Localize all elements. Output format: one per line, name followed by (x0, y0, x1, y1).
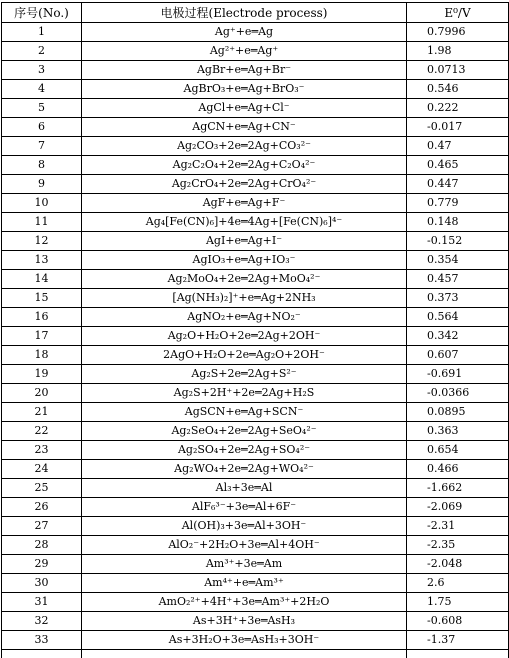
row-number: 20 (2, 384, 82, 403)
electrode-process: Ag₂S+2e═2Ag+S²⁻ (82, 365, 407, 384)
table-row (2, 232, 509, 251)
table-row (2, 156, 509, 175)
electrode-process: Am³⁺+3e═Am (82, 555, 407, 574)
table-row (2, 23, 509, 42)
row-number: 15 (2, 289, 82, 308)
standard-potential: 0.564 (407, 308, 509, 327)
header-row (2, 3, 509, 23)
row-number: 8 (2, 156, 82, 175)
standard-potential: 0.148 (407, 213, 509, 232)
standard-potential: 0.373 (407, 289, 509, 308)
row-number: 7 (2, 137, 82, 156)
table-row (2, 327, 509, 346)
row-number: 18 (2, 346, 82, 365)
electrode-process: AgCN+e═Ag+CN⁻ (82, 118, 407, 137)
row-number: 26 (2, 498, 82, 517)
standard-potential: 0.47 (407, 137, 509, 156)
row-number: 28 (2, 536, 82, 555)
row-number: 1 (2, 23, 82, 42)
electrode-process: Ag₄[Fe(CN)₆]+4e═4Ag+[Fe(CN)₆]⁴⁻ (82, 213, 407, 232)
electrode-process: AgIO₃+e═Ag+IO₃⁻ (82, 251, 407, 270)
table-row (2, 175, 509, 194)
table-row (2, 118, 509, 137)
standard-potential: 0.779 (407, 194, 509, 213)
standard-potential: 0.7996 (407, 23, 509, 42)
row-number: 31 (2, 593, 82, 612)
table-row (2, 498, 509, 517)
row-number: 9 (2, 175, 82, 194)
table-row (2, 308, 509, 327)
row-number: 14 (2, 270, 82, 289)
header-number: 序号(No.) (2, 3, 82, 23)
standard-potential: -0.0366 (407, 384, 509, 403)
row-number: 29 (2, 555, 82, 574)
table-row (2, 194, 509, 213)
row-number: 23 (2, 441, 82, 460)
standard-potential: 0.342 (407, 327, 509, 346)
electrode-process: AgI+e═Ag+I⁻ (82, 232, 407, 251)
table-row (2, 403, 509, 422)
electrode-process: 2AgO+H₂O+2e═Ag₂O+2OH⁻ (82, 346, 407, 365)
electrode-process: Ag₂O+H₂O+2e═2Ag+2OH⁻ (82, 327, 407, 346)
electrode-process: Ag₂WO₄+2e═2Ag+WO₄²⁻ (82, 460, 407, 479)
table-row (2, 460, 509, 479)
standard-potential: -0.691 (407, 365, 509, 384)
electrode-process: Ag₂SeO₄+2e═2Ag+SeO₄²⁻ (82, 422, 407, 441)
row-number: 11 (2, 213, 82, 232)
standard-potential: -0.017 (407, 118, 509, 137)
electrode-process: Ag²⁺+e═Ag⁺ (82, 42, 407, 61)
table-row (2, 365, 509, 384)
row-number: 2 (2, 42, 82, 61)
standard-potential: -0.608 (407, 612, 509, 631)
standard-potential: 0.457 (407, 270, 509, 289)
standard-potential: 0.447 (407, 175, 509, 194)
row-number: 12 (2, 232, 82, 251)
table-row (2, 213, 509, 232)
table-row-partial (2, 650, 509, 658)
standard-potential: -1.662 (407, 479, 509, 498)
table-row (2, 251, 509, 270)
table-row (2, 517, 509, 536)
table-row (2, 422, 509, 441)
electrode-process: AgCl+e═Ag+Cl⁻ (82, 99, 407, 118)
electrode-process: Ag₂CrO₄+2e═2Ag+CrO₄²⁻ (82, 175, 407, 194)
row-number: 13 (2, 251, 82, 270)
standard-potential: 1.98 (407, 42, 509, 61)
row-number: 3 (2, 61, 82, 80)
table-row (2, 536, 509, 555)
electrode-process: Al₃+3e═Al (82, 479, 407, 498)
electrode-process: As+3H⁺+3e═AsH₃ (82, 612, 407, 631)
standard-potential: 0.654 (407, 441, 509, 460)
row-number: 32 (2, 612, 82, 631)
electrode-process: AgSCN+e═Ag+SCN⁻ (82, 403, 407, 422)
row-number: 19 (2, 365, 82, 384)
electrode-process: Am⁴⁺+e═Am³⁺ (82, 574, 407, 593)
standard-potential: 0.466 (407, 460, 509, 479)
row-number: 30 (2, 574, 82, 593)
standard-potential: -0.152 (407, 232, 509, 251)
table-row (2, 555, 509, 574)
table-row (2, 99, 509, 118)
standard-potential: 0.363 (407, 422, 509, 441)
table-row (2, 42, 509, 61)
standard-potential: -2.35 (407, 536, 509, 555)
table-row (2, 441, 509, 460)
empty-cell (407, 650, 509, 658)
electrode-process: Ag⁺+e═Ag (82, 23, 407, 42)
electrode-process: AmO₂²⁺+4H⁺+3e═Am³⁺+2H₂O (82, 593, 407, 612)
standard-potential: 0.607 (407, 346, 509, 365)
standard-potential: 0.0713 (407, 61, 509, 80)
standard-potential: 0.354 (407, 251, 509, 270)
row-number: 6 (2, 118, 82, 137)
row-number: 5 (2, 99, 82, 118)
empty-cell (2, 650, 82, 658)
row-number: 33 (2, 631, 82, 650)
header-potential: E⁰/V (407, 3, 509, 23)
standard-potential: 1.75 (407, 593, 509, 612)
row-number: 22 (2, 422, 82, 441)
row-number: 27 (2, 517, 82, 536)
standard-potential: -2.31 (407, 517, 509, 536)
standard-potential: -1.37 (407, 631, 509, 650)
row-number: 25 (2, 479, 82, 498)
table-row (2, 593, 509, 612)
electrode-process: Ag₂S+2H⁺+2e═2Ag+H₂S (82, 384, 407, 403)
standard-potential: 0.546 (407, 80, 509, 99)
table-row (2, 574, 509, 593)
row-number: 4 (2, 80, 82, 99)
electrode-process: Ag₂SO₄+2e═2Ag+SO₄²⁻ (82, 441, 407, 460)
electrode-process: AgF+e═Ag+F⁻ (82, 194, 407, 213)
header-electrode-process: 电极过程(Electrode process) (82, 3, 407, 23)
table-row (2, 479, 509, 498)
electrode-process: As+3H₂O+3e═AsH₃+3OH⁻ (82, 631, 407, 650)
standard-potential: -2.069 (407, 498, 509, 517)
electrode-process: AlO₂⁻+2H₂O+3e═Al+4OH⁻ (82, 536, 407, 555)
table-row (2, 137, 509, 156)
standard-potential: 0.222 (407, 99, 509, 118)
electrode-potential-table (1, 2, 509, 658)
table-body (2, 23, 509, 658)
row-number: 10 (2, 194, 82, 213)
table-row (2, 346, 509, 365)
table-row (2, 80, 509, 99)
table-row (2, 270, 509, 289)
table-row (2, 61, 509, 80)
electrode-process: Al(OH)₃+3e═Al+3OH⁻ (82, 517, 407, 536)
empty-cell (82, 650, 407, 658)
electrode-process: AgNO₂+e═Ag+NO₂⁻ (82, 308, 407, 327)
table-header (2, 3, 509, 23)
electrode-process: AgBrO₃+e═Ag+BrO₃⁻ (82, 80, 407, 99)
electrode-process: [Ag(NH₃)₂]⁺+e═Ag+2NH₃ (82, 289, 407, 308)
row-number: 16 (2, 308, 82, 327)
electrode-process: Ag₂C₂O₄+2e═2Ag+C₂O₄²⁻ (82, 156, 407, 175)
electrode-process: AgBr+e═Ag+Br⁻ (82, 61, 407, 80)
row-number: 21 (2, 403, 82, 422)
electrode-process: AlF₆³⁻+3e═Al+6F⁻ (82, 498, 407, 517)
table-row (2, 631, 509, 650)
table-row (2, 289, 509, 308)
row-number: 24 (2, 460, 82, 479)
standard-potential: 2.6 (407, 574, 509, 593)
standard-potential: 0.465 (407, 156, 509, 175)
electrode-process: Ag₂MoO₄+2e═2Ag+MoO₄²⁻ (82, 270, 407, 289)
table-row (2, 384, 509, 403)
row-number: 17 (2, 327, 82, 346)
standard-potential: -2.048 (407, 555, 509, 574)
standard-potential: 0.0895 (407, 403, 509, 422)
table-row (2, 612, 509, 631)
electrode-process: Ag₂CO₃+2e═2Ag+CO₃²⁻ (82, 137, 407, 156)
